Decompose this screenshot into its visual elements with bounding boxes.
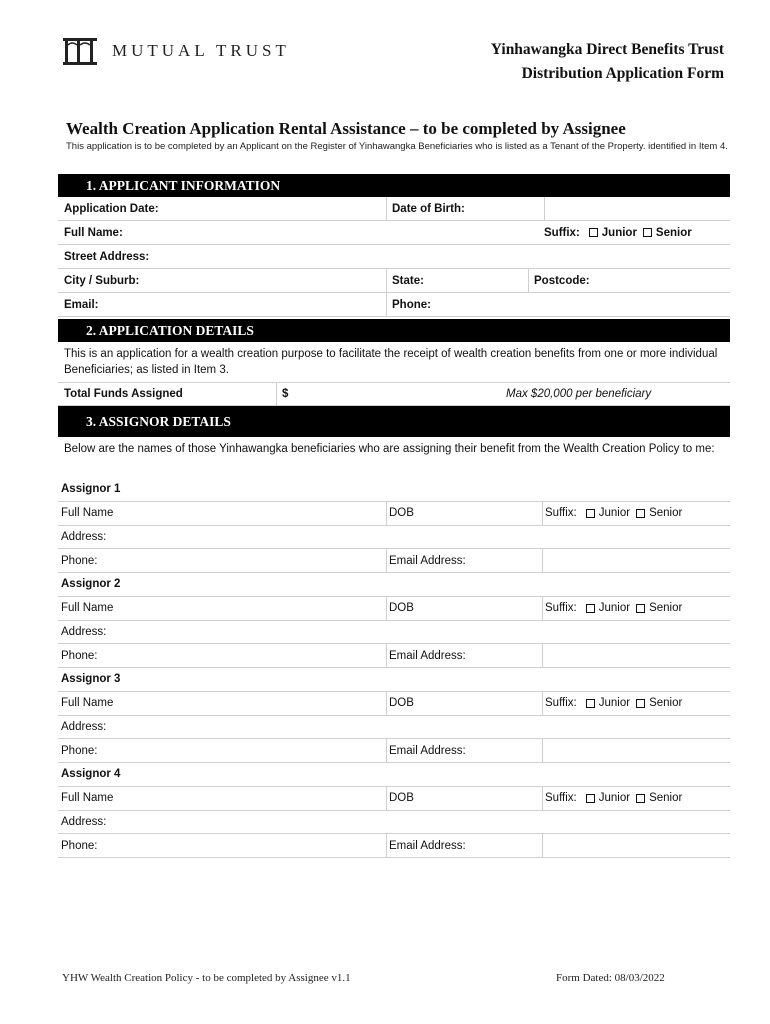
assignor-phone-field[interactable]: Phone: <box>61 839 98 852</box>
assignor-full-name-field[interactable]: Full Name <box>61 507 114 520</box>
assignor-1-title-row <box>58 478 730 502</box>
section-2-header: 2. APPLICATION DETAILS <box>58 319 730 342</box>
section-1-header: 1. APPLICANT INFORMATION <box>58 174 730 197</box>
junior-checkbox[interactable] <box>589 228 598 237</box>
assignor-title: Assignor 1 <box>61 483 121 496</box>
assignor-phone-field[interactable]: Phone: <box>61 554 98 567</box>
assignor-dob-field[interactable]: DOB <box>389 507 414 520</box>
assignor-full-name-field[interactable]: Full Name <box>61 602 114 615</box>
assignor-2-title-row <box>58 573 730 597</box>
form-title: Wealth Creation Application Rental Assistance – to be completed by Assignee <box>66 119 626 138</box>
assignor-email-field[interactable] <box>542 739 730 762</box>
brand-name: MUTUAL TRUST <box>112 41 290 60</box>
senior-label: Senior <box>649 792 683 805</box>
row-application-date <box>58 197 730 221</box>
assignor-title: Assignor 4 <box>61 768 121 781</box>
assignor-3-address-row <box>58 716 730 740</box>
assignor-title: Assignor 2 <box>61 578 121 591</box>
assignor-suffix-group <box>542 597 730 620</box>
email-field[interactable]: Email: <box>64 298 99 311</box>
assignor-full-name-field[interactable]: Full Name <box>61 792 114 805</box>
section-3-header: 3. ASSIGNOR DETAILS <box>58 406 730 437</box>
junior-checkbox[interactable] <box>586 794 595 803</box>
assignor-4-title-row <box>58 763 730 787</box>
senior-checkbox[interactable] <box>636 509 645 518</box>
junior-label: Junior <box>598 697 631 710</box>
row-city <box>58 269 730 293</box>
assignor-suffix-group <box>542 692 730 715</box>
suffix-label: Suffix: <box>545 792 577 805</box>
assignor-4-name-row <box>58 787 730 811</box>
assignor-1-phone-row <box>58 549 730 573</box>
date-of-birth-field[interactable] <box>544 197 730 220</box>
senior-label: Senior <box>649 697 683 710</box>
senior-checkbox[interactable] <box>636 699 645 708</box>
assignor-email-label: Email Address: <box>389 839 466 852</box>
assignor-address-field[interactable]: Address: <box>61 720 107 733</box>
junior-checkbox[interactable] <box>586 604 595 613</box>
heading-line-1: Yinhawangka Direct Benefits Trust <box>490 41 724 58</box>
postcode-field[interactable]: Postcode: <box>534 274 590 287</box>
document-heading <box>491 38 724 86</box>
assignor-address-field[interactable]: Address: <box>61 815 107 828</box>
assignor-3-phone-row <box>58 739 730 763</box>
senior-checkbox[interactable] <box>643 228 652 237</box>
assignor-email-label: Email Address: <box>389 744 466 757</box>
suffix-label: Suffix: <box>544 226 580 239</box>
assignor-3-title-row <box>58 668 730 692</box>
assignor-email-field[interactable] <box>542 644 730 667</box>
assignor-full-name-field[interactable]: Full Name <box>61 697 114 710</box>
total-funds-field[interactable]: $ <box>282 388 289 400</box>
assignor-title: Assignor 3 <box>61 673 121 686</box>
assignor-4-phone-row <box>58 834 730 858</box>
assignor-suffix-group <box>542 502 730 525</box>
junior-label: Junior <box>598 507 631 520</box>
junior-checkbox[interactable] <box>586 699 595 708</box>
assignor-details-text: Below are the names of those Yinhawangka beneficiaries who are assigning their benefit from the Wealth Creation Policy to me: <box>64 443 715 455</box>
heading-line-2: Distribution Application Form <box>521 65 724 82</box>
senior-label: Senior <box>649 602 683 615</box>
intro-text: This application is to be completed by an Applicant on the Register of Yinhawangka Beneficiaries who is listed as a Tenant of the Property. identified in Item 4. <box>66 141 728 152</box>
suffix-label: Suffix: <box>545 507 577 520</box>
senior-checkbox[interactable] <box>636 794 645 803</box>
application-details-text: This is an application for a wealth creation purpose to facilitate the receipt of wealth creation benefits from one or more individual Beneficiaries; as listed in Item 3. <box>64 348 718 376</box>
junior-label: Junior <box>601 226 637 239</box>
street-address-field[interactable]: Street Address: <box>64 250 150 263</box>
suffix-label: Suffix: <box>545 602 577 615</box>
senior-label: Senior <box>655 226 692 239</box>
assignor-email-field[interactable] <box>542 834 730 857</box>
assignor-email-label: Email Address: <box>389 649 466 662</box>
city-field[interactable]: City / Suburb: <box>64 274 140 287</box>
assignor-email-field[interactable] <box>542 549 730 572</box>
assignor-suffix-group <box>542 787 730 810</box>
date-of-birth-label: Date of Birth: <box>392 202 465 215</box>
assignor-4-address-row <box>58 811 730 835</box>
footer-date: Form Dated: 08/03/2022 <box>556 972 665 984</box>
assignor-3-name-row <box>58 692 730 716</box>
assignor-1-address-row <box>58 526 730 550</box>
assignor-dob-field[interactable]: DOB <box>389 602 414 615</box>
assignor-phone-field[interactable]: Phone: <box>61 744 98 757</box>
assignor-dob-field[interactable]: DOB <box>389 697 414 710</box>
row-total-funds <box>58 382 730 406</box>
assignor-1-name-row <box>58 502 730 526</box>
row-street-address <box>58 245 730 269</box>
row-full-name <box>58 221 730 245</box>
assignor-email-label: Email Address: <box>389 554 466 567</box>
senior-label: Senior <box>649 507 683 520</box>
phone-field[interactable]: Phone: <box>392 298 431 311</box>
state-field[interactable]: State: <box>392 274 424 287</box>
brand-logo <box>62 37 290 65</box>
junior-checkbox[interactable] <box>586 509 595 518</box>
suffix-label: Suffix: <box>545 697 577 710</box>
full-name-field[interactable]: Full Name: <box>64 226 123 239</box>
suffix-group <box>538 221 730 244</box>
assignor-2-phone-row <box>58 644 730 668</box>
assignor-address-field[interactable]: Address: <box>61 625 107 638</box>
row-email <box>58 293 730 317</box>
assignor-phone-field[interactable]: Phone: <box>61 649 98 662</box>
assignor-2-name-row <box>58 597 730 621</box>
trust-logo-icon <box>62 37 98 65</box>
assignor-address-field[interactable]: Address: <box>61 530 107 543</box>
junior-label: Junior <box>598 792 631 805</box>
assignor-dob-field[interactable]: DOB <box>389 792 414 805</box>
application-date-field[interactable]: Application Date: <box>64 202 159 215</box>
footer-policy: YHW Wealth Creation Policy - to be completed by Assignee v1.1 <box>62 972 351 984</box>
junior-label: Junior <box>598 602 631 615</box>
senior-checkbox[interactable] <box>636 604 645 613</box>
max-note: Max $20,000 per beneficiary <box>506 388 652 400</box>
assignor-2-address-row <box>58 621 730 645</box>
total-funds-label: Total Funds Assigned <box>64 388 183 400</box>
